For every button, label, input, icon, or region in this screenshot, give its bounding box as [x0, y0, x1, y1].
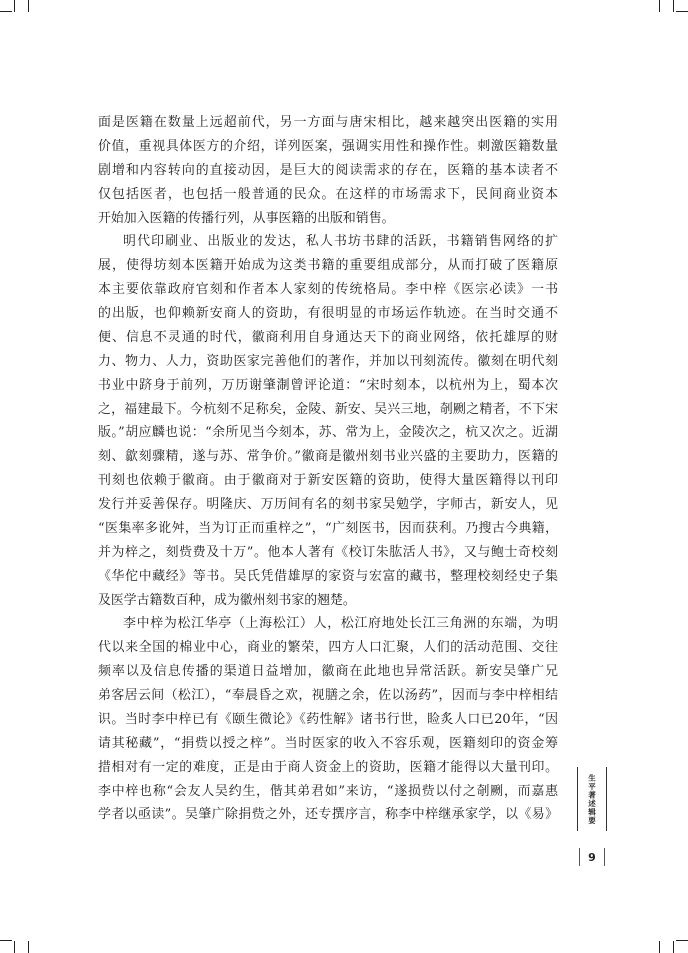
text-line: 便、信息不灵通的时代，徽商利用自身通达天下的商业网络，依托雄厚的财	[98, 329, 558, 345]
text-line: 学者以亟读”。吴肇广除捐赀之外，还专撰序言，称李中梓继承家学，以《易》	[98, 807, 558, 823]
text-line: 李中梓也称“会友人吴约生，偕其弟君如”来访，“遂损赀以付之剞劂，而嘉惠	[98, 783, 558, 799]
crop-mark-top-right-v2	[673, 0, 674, 12]
crop-mark-top-left-v	[14, 0, 15, 12]
body-text	[98, 111, 558, 827]
crop-mark-bottom-right-h	[676, 940, 688, 941]
paragraph	[98, 111, 558, 230]
text-line: 开始加入医籍的传播行列，从事医籍的出版和销售。	[98, 210, 395, 226]
text-line: 本主要依靠政府官刻和作者本人家刻的传统格局。李中梓《医宗必读》一书	[98, 282, 558, 298]
text-line: 频率以及信息传播的渠道日益增加，徽商在此地也异常活跃。新安吴肇广兄	[98, 664, 558, 680]
crop-mark-top-left-v2	[28, 0, 29, 12]
chapter-side-tab	[577, 767, 607, 831]
text-line: 发行并妥善保存。明隆庆、万历间有名的刻书家吴勉学，字师古，新安人，见	[98, 497, 558, 512]
text-line: “医集率多讹舛，当为订正而重梓之”，“广刻医书，因而获利。乃搜古今典籍，	[98, 520, 558, 536]
text-line: 弟客居云间（松江），“奉晨昏之欢，视膳之余，佐以汤药”，因而与李中梓相结	[98, 688, 558, 703]
crop-mark-bottom-left-v	[14, 941, 15, 953]
text-line: 刊刻也依赖于徽商。由于徽商对于新安医籍的资助，使得大量医籍得以刊印	[98, 473, 558, 489]
text-line: 仅包括医者，也包括一般普通的民众。在这样的市场需求下，民间商业资本	[98, 186, 558, 202]
text-line: 展，使得坊刻本医籍开始成为这类书籍的重要组成部分，从而打破了医籍原	[98, 258, 558, 274]
text-line: 措相对有一定的难度，正是由于商人资金上的资助，医籍才能得以大量刊印。	[98, 759, 558, 775]
text-line: 李中梓为松江华亭（上海松江）人，松江府地处长江三角洲的东端，为明	[123, 616, 558, 632]
crop-mark-bottom-right-v	[659, 941, 660, 953]
text-line: 剧增和内容转向的直接动因，是巨大的阅读需求的存在，医籍的基本读者不	[98, 162, 558, 178]
crop-mark-top-right-v	[659, 0, 660, 12]
text-line: 及医学古籍数百种，成为徽州刻书家的翘楚。	[98, 592, 356, 608]
text-line: 之，福建最下。今杭刻不足称矣，金陵、新安、吴兴三地，剞劂之精者，不下宋	[98, 401, 558, 417]
text-line: 版。”胡应麟也说：“余所见当今刻本，苏、常为上，金陵次之，杭又次之。近湖	[98, 425, 558, 441]
text-line: 并为梓之，刻赀费及十万”。他本人著有《校订朱肱活人书》，又与鲍士奇校刻	[98, 544, 558, 560]
crop-mark-bottom-left-h	[0, 940, 12, 941]
text-line: 书业中跻身于前列，万历谢肇淛曾评论道：“宋时刻本，以杭州为上，蜀本次	[98, 377, 558, 393]
crop-mark-top-left-h	[0, 11, 12, 12]
text-line: 力、物力、人力，资助医家完善他们的著作，并加以刊刻流传。徽刻在明代刻	[98, 353, 558, 369]
text-line: 《华佗中藏经》等书。吴氏凭借雄厚的家资与宏富的藏书，整理校刻经史子集	[98, 568, 558, 584]
crop-mark-bottom-left-v2	[28, 941, 29, 953]
text-line: 的出版，也仰赖新安商人的资助，有很明显的市场运作轨迹。在当时交通不	[98, 306, 558, 321]
paragraph	[98, 230, 558, 612]
text-line: 请其秘藏”，“捐赀以授之梓”。当时医家的收入不容乐观，医籍刻印的资金筹	[98, 735, 558, 751]
crop-mark-bottom-right-v2	[673, 941, 674, 953]
side-tab-label: 生平著述辑要	[587, 773, 597, 825]
text-line: 面是医籍在数量上远超前代，另一方面与唐宋相比，越来越突出医籍的实用	[98, 115, 558, 130]
crop-mark-top-right-h	[676, 11, 688, 12]
text-line: 价值，重视具体医方的介绍，详列医案，强调实用性和操作性。刺激医籍数量	[98, 138, 558, 154]
page-number: 9	[575, 846, 609, 868]
text-line: 刻、歙刻骤精，遂与苏、常争价。”徽商是徽州刻书业兴盛的主要助力，医籍的	[98, 449, 558, 465]
text-line: 明代印刷业、出版业的发达，私人书坊书肆的活跃，书籍销售网络的扩	[123, 234, 558, 250]
paragraph	[98, 612, 558, 827]
text-line: 代以来全国的棉业中心，商业的繁荣，四方人口汇聚，人们的活动范围、交往	[98, 640, 558, 656]
text-line: 识。当时李中梓已有《颐生微论》《药性解》诸书行世，睑炙人口已20年，“因	[98, 711, 558, 727]
